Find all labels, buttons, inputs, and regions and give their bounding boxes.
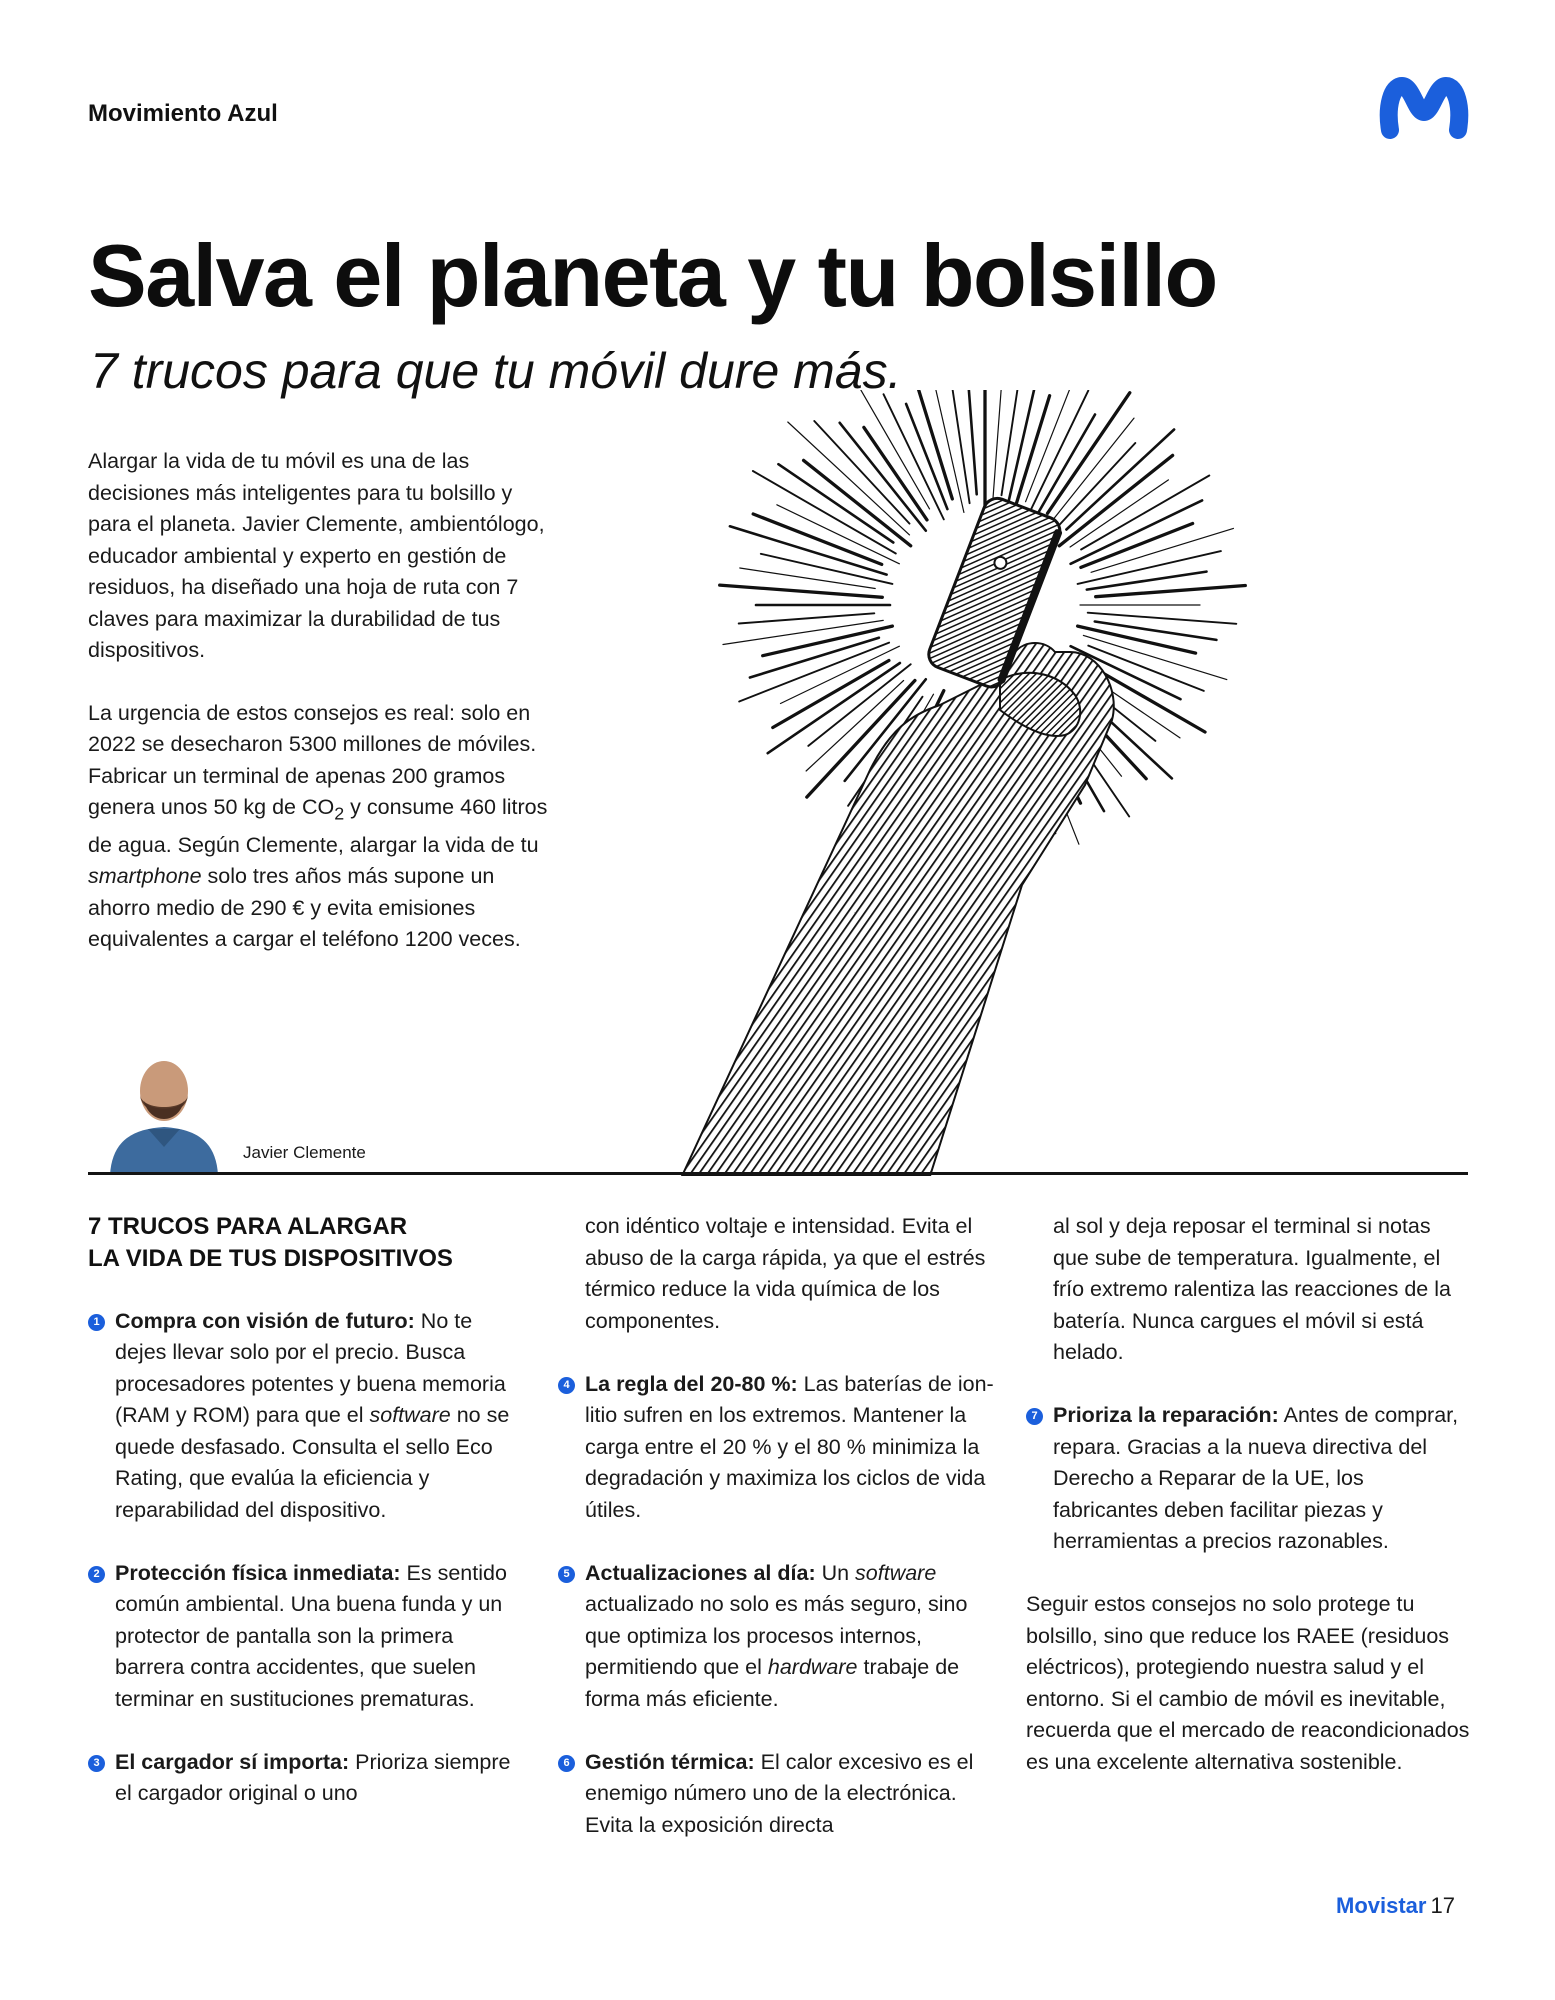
number-badge-icon: 3 [88, 1755, 105, 1772]
portrait-photo [106, 1045, 222, 1175]
ray-line [1044, 418, 1134, 531]
closing-paragraph: Seguir estos consejos no solo protege tu bolsillo, sino que reduce los RAEE (residuos eléctricos), protegiendo nuestra salud y el entorno. Si el cambio de móvil es inevitable, recuerda que el mercado de reacondicionados es una excelente alternativa sostenible. [1026, 1592, 1470, 1774]
ray-line [1088, 613, 1237, 624]
number-badge-icon: 5 [558, 1566, 575, 1583]
portrait-caption: Javier Clemente [243, 1143, 366, 1162]
tricks-heading-line-1: 7 TRUCOS PARA ALARGAR [88, 1213, 408, 1240]
ray-line [740, 568, 875, 589]
tip-1-text-b: no se quede desfasado. Consulta el sello Eco Rating, que evalúa la eficiencia y reparabilidad del dispositivo. [115, 1403, 510, 1522]
tip-6-text: El calor excesivo es el enemigo número uno de la electrónica. Evita la exposición directa [585, 1749, 974, 1837]
tip-5-italic-b: hardware [767, 1655, 858, 1679]
intro-text-a: La urgencia de estos consejos es real: solo en 2022 se desecharon 5300 millones de móviles. Fabricar un terminal de apenas 200 gramos genera unos 50 kg de CO [88, 700, 537, 819]
ray-line [953, 390, 970, 503]
tip-7 [1026, 1400, 1470, 1558]
tip-3-continued: con idéntico voltaje e intensidad. Evita el abuso de la carga rápida, ya que el estrés térmico reduce la vida química de los componentes. [585, 1214, 986, 1333]
column-1 [88, 1211, 528, 1841]
intro-text-c: solo tres años más supone un ahorro medio de 290 € y evita emisiones equivalentes a cargar el teléfono 1200 veces. [88, 864, 521, 952]
tip-6 [558, 1747, 998, 1842]
intro-paragraph-2 [88, 698, 548, 956]
page-footer [1336, 1893, 1455, 1919]
ray-line [773, 661, 889, 728]
tip-5-text-b: actualizado no solo es más seguro, sino que optimiza los procesos internos, permitiendo que el [585, 1592, 968, 1679]
page-number: 17 [1430, 1893, 1455, 1918]
tip-5-heading: Actualizaciones al día: [585, 1560, 816, 1585]
tip-1-text-a: No te dejes llevar solo por el precio. Busca procesadores potentes y buena memoria (RAM y ROM) para que el [115, 1308, 506, 1427]
ray-line [1087, 572, 1207, 590]
hand-holding-phone-illustration [640, 390, 1460, 1176]
tip-1-italic: software [369, 1403, 451, 1427]
ray-line [1048, 393, 1130, 514]
tip-5-italic-a: software [855, 1560, 937, 1585]
tip-1 [88, 1306, 528, 1527]
ray-line [910, 390, 952, 499]
tip-7-text: Antes de comprar, repara. Gracias a la nueva directiva del Derecho a Reparar de la UE, los fabricantes deben facilitar piezas y herramientas a precios razonables. [1053, 1403, 1459, 1553]
ray-line [788, 422, 910, 535]
intro-italic: smartphone [88, 864, 202, 889]
column-3 [1026, 1211, 1470, 1778]
ray-line [739, 613, 875, 623]
intro-text [88, 446, 548, 987]
section-divider [88, 1172, 1468, 1175]
tip-6-continued: al sol y deja reposar el terminal si notas que sube de temperatura. Igualmente, el frío extremo ralentiza las reacciones de la batería. Nunca cargues el móvil si está helado. [1053, 1214, 1451, 1364]
tip-4-heading: La regla del 20-80 %: [585, 1371, 798, 1396]
ray-line [763, 626, 893, 656]
tip-6-heading: Gestión térmica: [585, 1749, 755, 1774]
tip-3 [88, 1747, 528, 1810]
tip-5 [558, 1558, 998, 1716]
ray-line [1066, 430, 1174, 530]
tricks-heading-line-2: LA VIDA DE TUS DISPOSITIVOS [88, 1244, 453, 1272]
tip-1-heading: Compra con visión de futuro: [115, 1308, 415, 1333]
ray-line [1002, 390, 1024, 495]
tip-2-heading: Protección física inmediata: [115, 1560, 401, 1585]
number-badge-icon: 6 [558, 1755, 575, 1772]
co2-subscript: 2 [334, 803, 345, 824]
ray-line [720, 585, 883, 597]
ray-line [1095, 622, 1217, 640]
article-title: Salva el planeta y tu bolsillo [88, 226, 1217, 325]
number-badge-icon: 7 [1026, 1408, 1043, 1425]
intro-text-b: y consume 460 litros de agua. Según Clemente, alargar la vida de tu [88, 795, 548, 857]
ray-line [1071, 500, 1203, 563]
tip-4-text: Las baterías de ion-litio sufren en los extremos. Mantener la carga entre el 20 % y el 80 % minimiza la degradación y maximiza los ciclos de vida útiles. [585, 1371, 994, 1522]
number-badge-icon: 4 [558, 1377, 575, 1394]
tip-5-text-a: Un [815, 1560, 856, 1585]
number-badge-icon: 1 [88, 1314, 105, 1331]
tip-3-heading: El cargador sí importa: [115, 1749, 350, 1774]
tip-7-heading: Prioriza la reparación: [1053, 1403, 1279, 1427]
ray-line [1096, 586, 1246, 597]
ray-line [1037, 415, 1096, 516]
tip-3-text: Prioriza siempre el cargador original o uno [115, 1749, 511, 1805]
article-subtitle: 7 trucos para que tu móvil dure más. [90, 343, 902, 399]
ray-line [966, 390, 977, 494]
tip-4 [558, 1369, 998, 1527]
footer-brand: Movistar [1336, 1893, 1427, 1918]
number-badge-icon: 2 [88, 1566, 105, 1583]
tip-2 [88, 1558, 528, 1716]
tip-5-text-c: trabaje de forma más eficiente. [585, 1655, 960, 1711]
column-2 [558, 1211, 998, 1873]
section-label: Movimiento Azul [88, 100, 278, 127]
intro-paragraph-1: Alargar la vida de tu móvil es una de las decisiones más inteligentes para tu bolsillo y para el planeta. Javier Clemente, ambientólogo, educador ambiental y experto en gestión de residuos, ha diseñado una hoja de ruta con 7 claves para maximizar la durabilidad de tus dispositivos. [88, 449, 545, 662]
ray-line [993, 390, 1002, 502]
tip-2-text: Es sentido común ambiental. Una buena funda y un protector de pantalla son la primera barrera contra accidentes, que suelen terminar en sustituciones prematuras. [115, 1560, 507, 1711]
ray-line [761, 554, 893, 584]
tricks-heading [88, 1211, 528, 1274]
ray-line [768, 663, 900, 753]
ray-line [864, 427, 927, 520]
movistar-logo-icon [1378, 76, 1470, 142]
